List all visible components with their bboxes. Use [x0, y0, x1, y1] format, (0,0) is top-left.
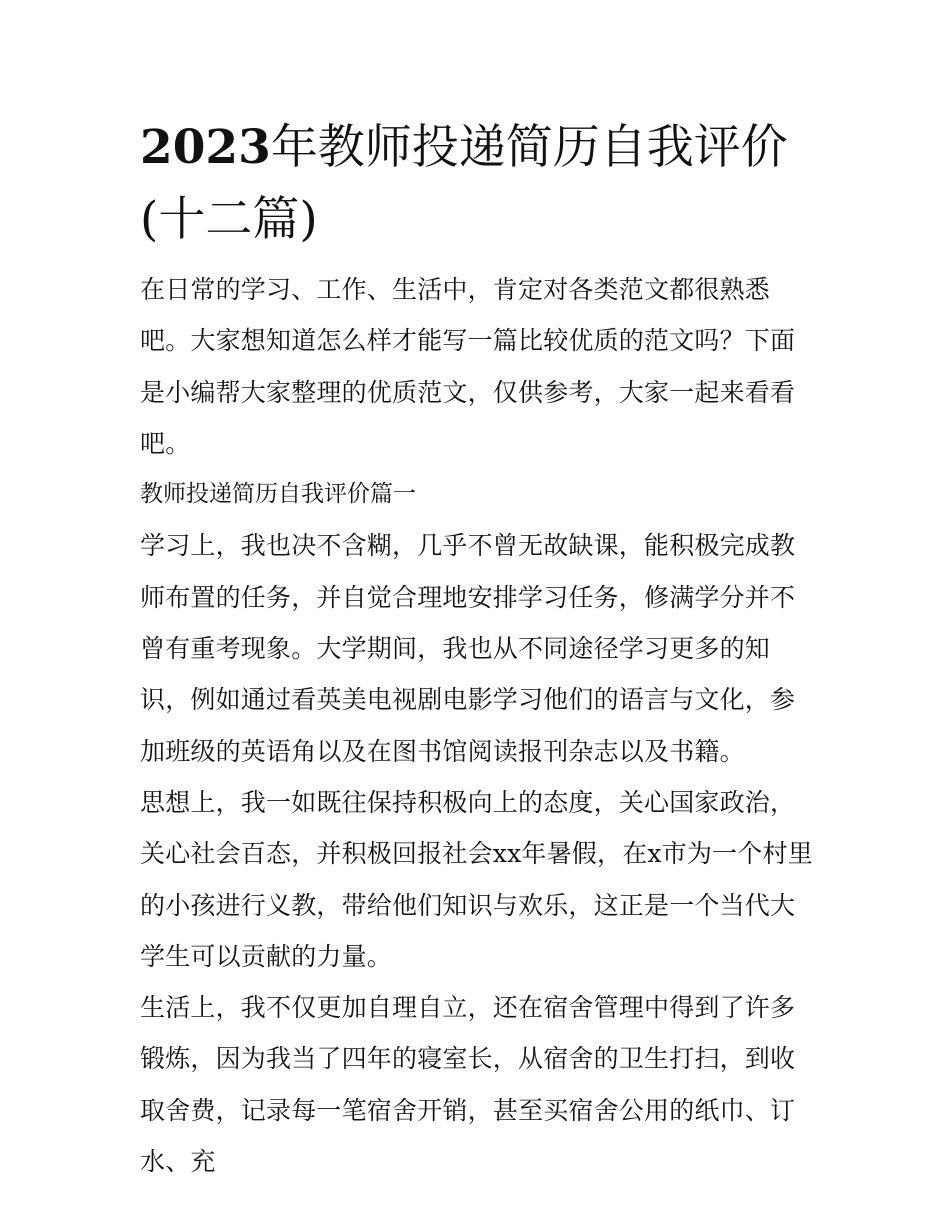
document-body: [140, 112, 820, 1187]
paragraph-study: 学习上，我也决不含糊，几乎不曾无故缺课，能积极完成教师布置的任务，并自觉合理地安排学习任务，修满学分并不曾有重考现象。大学期间，我也从不同途径学习更多的知识，例如通过看英美电视剧电影学习他们的语言与文化，参加班级的英语角以及在图书馆阅读报刊杂志以及书籍。: [140, 531, 796, 766]
paragraph-life: 生活上，我不仅更加自理自立，还在宿舍管理中得到了许多锻炼，因为我当了四年的寝室长，从宿舍的卫生打扫，到收取舍费，记录每一笔宿舍开销，甚至买宿舍公用的纸巾、订水、充: [140, 993, 796, 1177]
title-text: 年教师投递简历自我评价(十二篇): [140, 120, 788, 247]
document-title: [140, 112, 820, 256]
intro-paragraph: 在日常的学习、工作、生活中，肯定对各类范文都很熟悉吧。大家想知道怎么样才能写一篇比较优质的范文吗？下面是小编帮大家整理的优质范文，仅供参考，大家一起来看看吧。: [140, 275, 796, 458]
title-year: 2023: [140, 120, 271, 175]
section-heading: 教师投递简历自我评价篇一: [140, 481, 416, 508]
paragraph-thought: 思想上，我一如既往保持积极向上的态度，关心国家政治，关心社会百态，并积极回报社会xx年暑假，在x市为一个村里的小孩进行义教，带给他们知识与欢乐，这正是一个当代大学生可以贡献的力量。: [140, 787, 813, 971]
